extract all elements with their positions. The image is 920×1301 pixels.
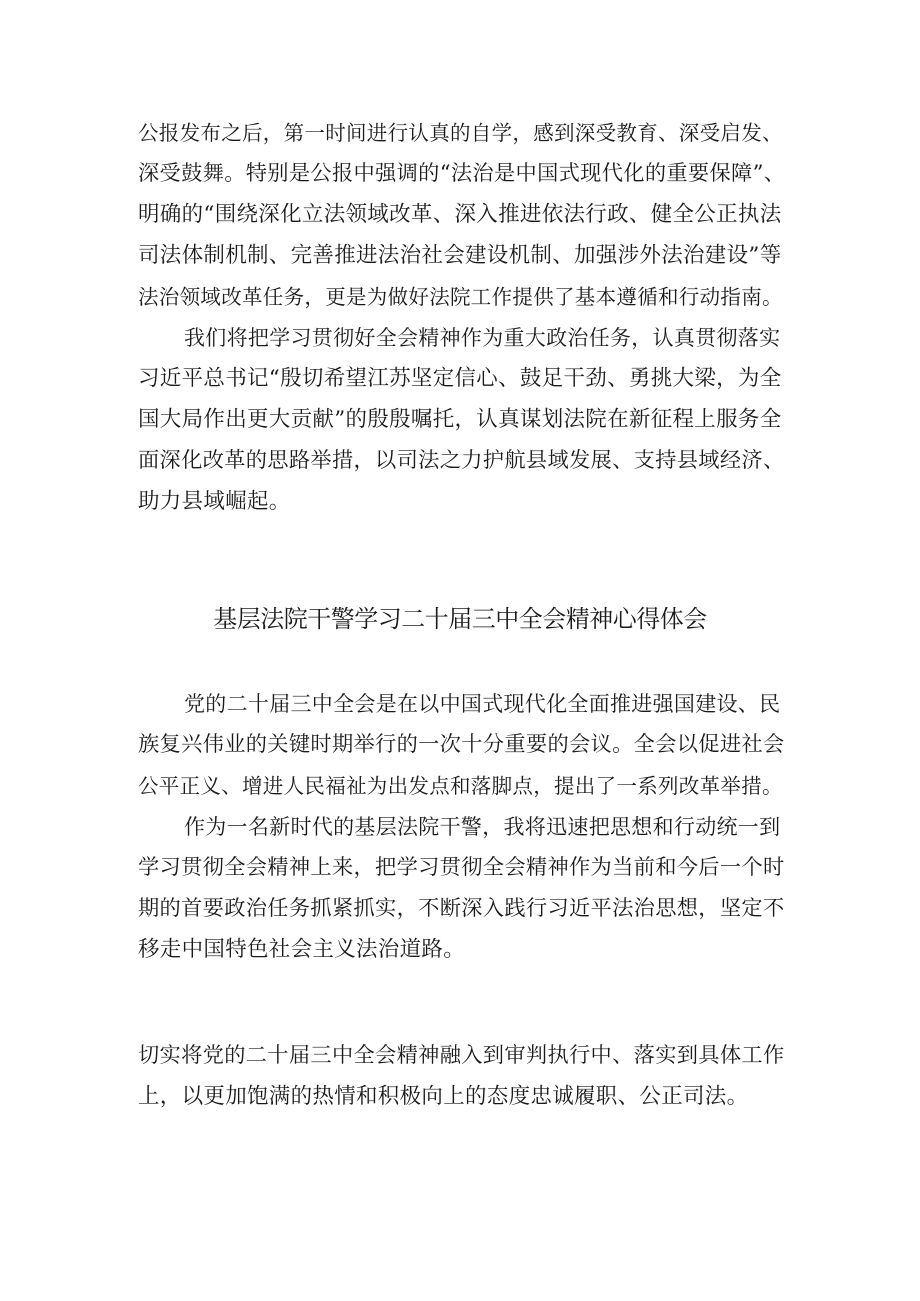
paragraph-line: 学习贯彻全会精神上来，把学习贯彻全会精神作为当前和今后一个时 (138, 855, 785, 880)
paragraph-line: 面深化改革的思路举措，以司法之力护航县域发展、支持县域经济、 (138, 448, 785, 473)
article-title: 基层法院干警学习二十届三中全会精神心得体会 (213, 605, 707, 633)
paragraph-line: 司法体制机制、完善推进法治社会建设机制、加强涉外法治建设”等 (138, 243, 782, 268)
paragraph-line: 党的二十届三中全会是在以中国式现代化全面推进强国建设、民 (184, 692, 781, 716)
paragraph-line: 切实将党的二十届三中全会精神融入到审判执行中、落实到具体工作 (138, 1043, 785, 1068)
paragraph-line: 公报发布之后，第一时间进行认真的自学，感到深受教育、深受启发、 (138, 121, 783, 145)
paragraph-line: 我们将把学习贯彻好全会精神作为重大政治任务，认真贯彻落实 (184, 326, 781, 350)
paragraph-line: 深受鼓舞。特别是公报中强调的“法治是中国式现代化的重要保障”、 (138, 161, 786, 186)
paragraph-line: 国大局作出更大贡献”的殷殷嘱托，认真谋划法院在新征程上服务全 (138, 407, 782, 432)
paragraph-line: 习近平总书记“殷切希望江苏坚定信心、鼓足干劲、勇挑大梁，为全 (138, 366, 782, 391)
paragraph-line: 公平正义、增进人民福祉为出发点和落脚点，提出了一系列改革举措。 (138, 774, 783, 798)
paragraph-line: 助力县域崛起。 (138, 489, 291, 514)
paragraph-line: 明确的“围绕深化立法领域改革、深入推进依法行政、健全公正执法 (138, 202, 782, 227)
paragraph-line: 族复兴伟业的关键时期举行的一次十分重要的会议。全会以促进社会 (138, 732, 785, 757)
paragraph-line: 法治领域改革任务，更是为做好法院工作提供了基本遵循和行动指南。 (138, 285, 783, 309)
paragraph-line: 移走中国特色社会主义法治道路。 (138, 937, 466, 962)
paragraph-line: 上，以更加饱满的热情和积极向上的态度忠诚履职、公正司法。 (138, 1084, 749, 1109)
paragraph-line: 期的首要政治任务抓紧抓实，不断深入践行习近平法治思想，坚定不 (138, 896, 785, 921)
paragraph-line: 作为一名新时代的基层法院干警，我将迅速把思想和行动统一到 (184, 815, 781, 839)
